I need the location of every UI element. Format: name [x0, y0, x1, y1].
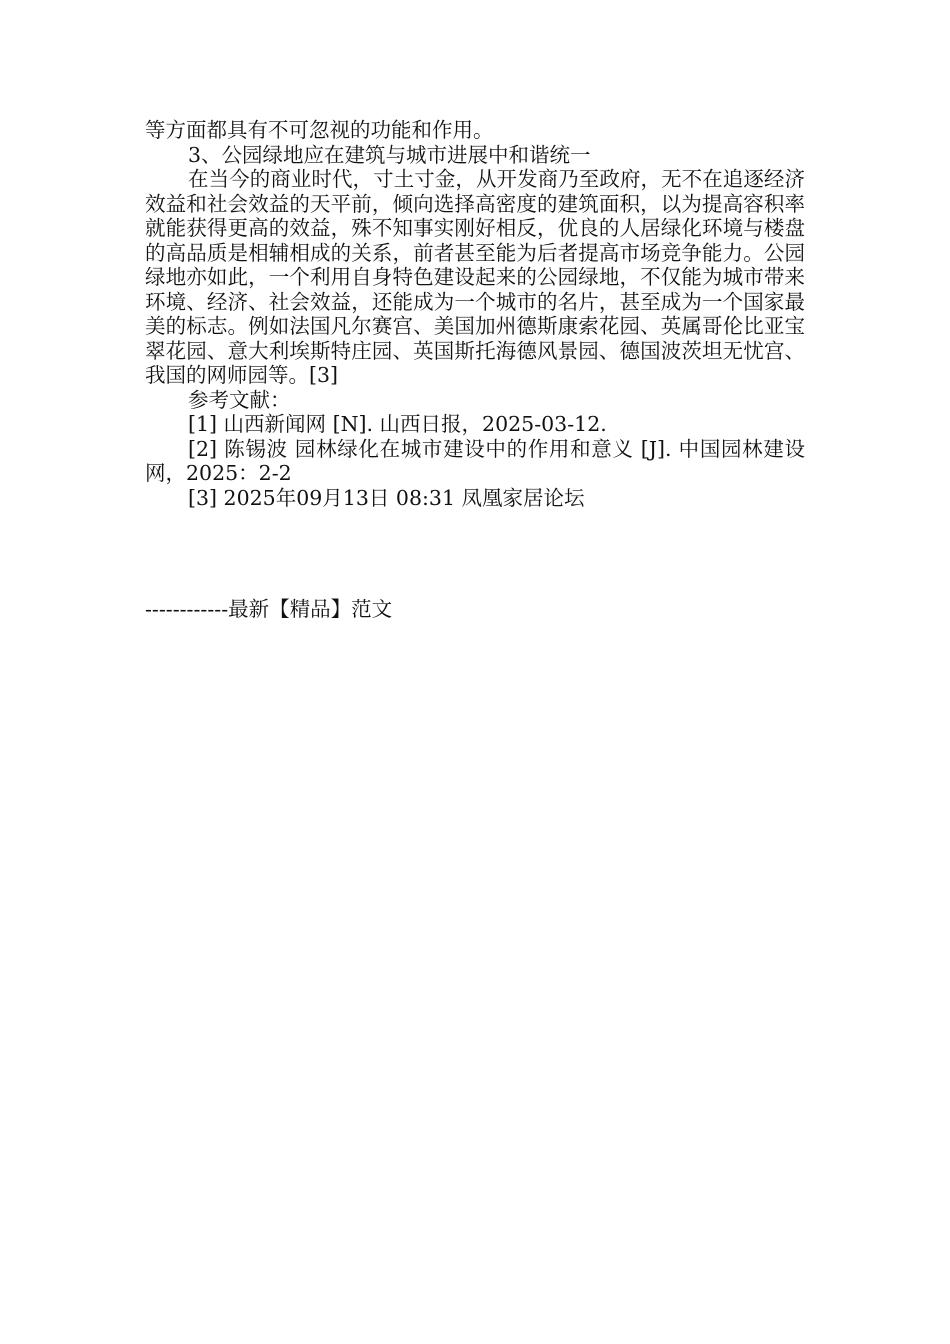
section-heading: 3、公园绿地应在建筑与城市进展中和谐统一 — [188, 142, 591, 167]
body-paragraph: 在当今的商业时代，寸土寸金，从开发商乃至政府，无不在追逐经济效益和社会效益的天平前，倾向选择高密度的建筑面积，以为提高容积率就能获得更高的效益，殊不知事实刚好相反，优良的人居绿化环境与楼盘的高品质是相辅相成的关系，前者甚至能为后者提高市场竞争能力。公园绿地亦如此，一个利用自身特色建设起来的公园绿地，不仅能为城市带来环境、经济、社会效益，还能成为一个城市的名片，甚至成为一个国家最美的标志。例如法国凡尔赛宫、美国加州德斯康索花园、英属哥伦比亚宝翠花园、意大利埃斯特庄园、英国斯托海德风景园、德国波茨坦无忧宫、我国的网师园等。[3] — [145, 167, 805, 387]
reference-item-3: [3] 2025年09月13日 08:31 凤凰家居论坛 — [188, 485, 585, 510]
reference-item-1: [1] 山西新闻网 [N]. 山西日报，2025-03-12. — [188, 412, 607, 436]
references-heading: 参考文献： — [188, 387, 291, 412]
paragraph-continuation: 等方面都具有不可忽视的功能和作用。 — [145, 118, 494, 142]
document-body — [145, 118, 805, 510]
footer-note: ------------最新【精品】范文 — [145, 597, 393, 621]
reference-item-2: [2] 陈锡波 园林绿化在城市建设中的作用和意义 [J]. 中国园林建设网，2025：2-2 — [145, 436, 805, 485]
